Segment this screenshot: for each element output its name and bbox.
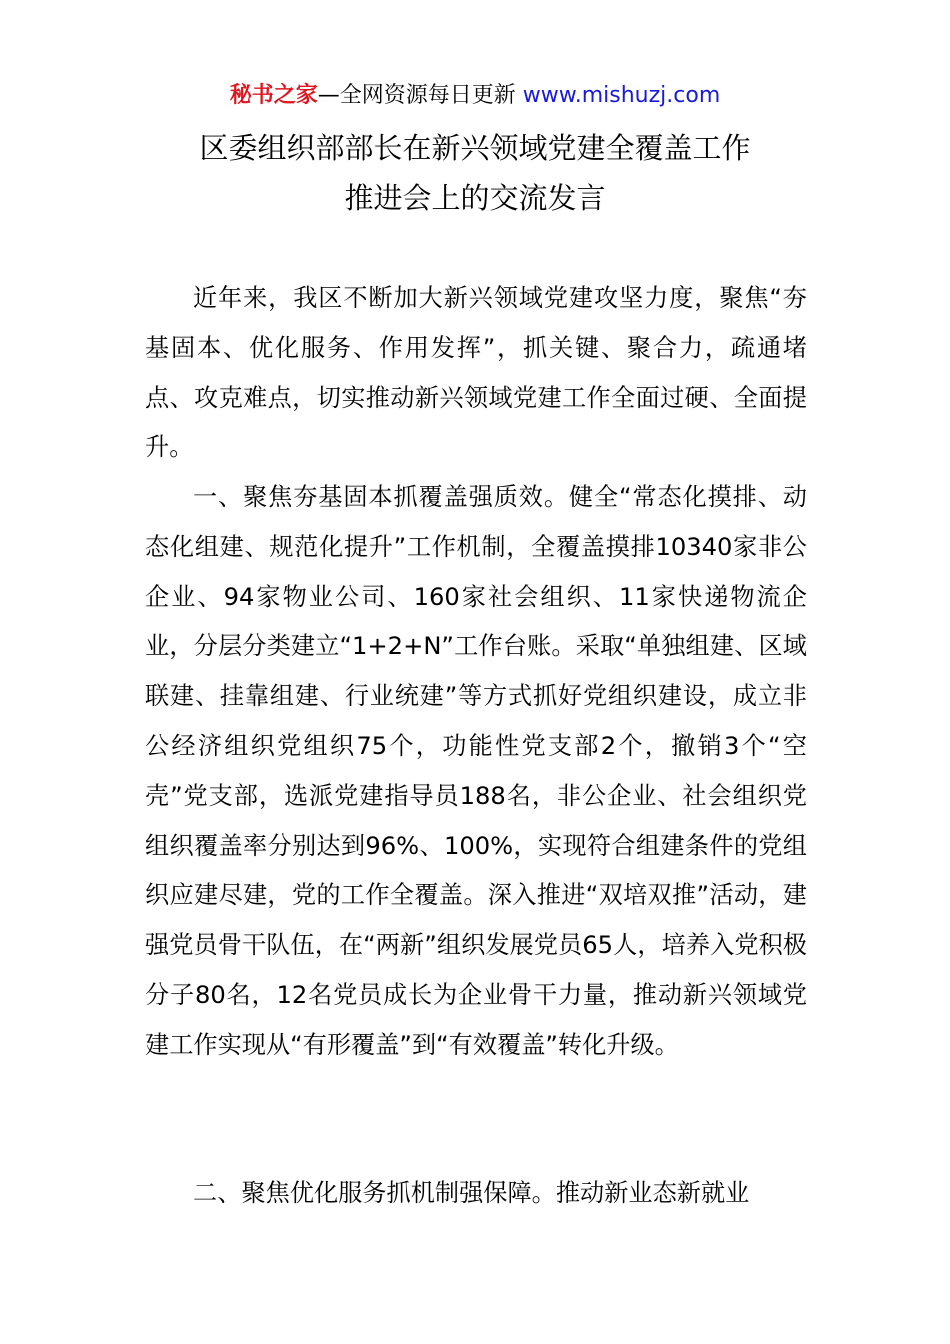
body-paragraph-section-1: 一、聚焦夯基固本抓覆盖强质效。健全“常态化摸排、动态化组建、规范化提升”工作机制，全覆盖摸排10340家非公企业、94家物业公司、160家社会组织、11家快递物流企业，分层分类建立“1+2+N”工作台账。采取“单独组建、区域联建、挂靠组建、行业统建”等方式抓好党组织建设，成立非公经济组织党组织75个，功能性党支部2个，撤销3个“空壳”党支部，选派党建指导员188名，非公企业、社会组织党组织覆盖率分别达到96%、100%，实现符合组建条件的党组织应建尽建，党的工作全覆盖。深入推进“双培双推”活动，建强党员骨干队伍，在“两新”组织发展党员65人，培养入党积极分子80名，12名党员成长为企业骨干力量，推动新兴领域党建工作实现从“有形覆盖”到“有效覆盖”转化升级。	[145, 483, 807, 1059]
body-paragraph-section-2: 二、聚焦优化服务抓机制强保障。推动新业态新就业	[193, 1179, 750, 1207]
site-brand: 秘书之家	[229, 83, 318, 108]
document-title-line-2: 推进会上的交流发言	[344, 181, 606, 215]
body-paragraph-intro: 近年来，我区不断加大新兴领域党建攻坚力度，聚焦“夯基固本、优化服务、作用发挥”，抓关键、聚合力，疏通堵点、攻克难点，切实推动新兴领域党建工作全面过硬、全面提升。	[145, 284, 807, 462]
site-header	[0, 82, 950, 110]
site-url-link[interactable]: www.mishuzj.com	[522, 83, 721, 108]
document-title-line-1: 区委组织部部长在新兴领域党建全覆盖工作	[199, 131, 751, 165]
site-tagline: —全网资源每日更新	[317, 83, 516, 108]
